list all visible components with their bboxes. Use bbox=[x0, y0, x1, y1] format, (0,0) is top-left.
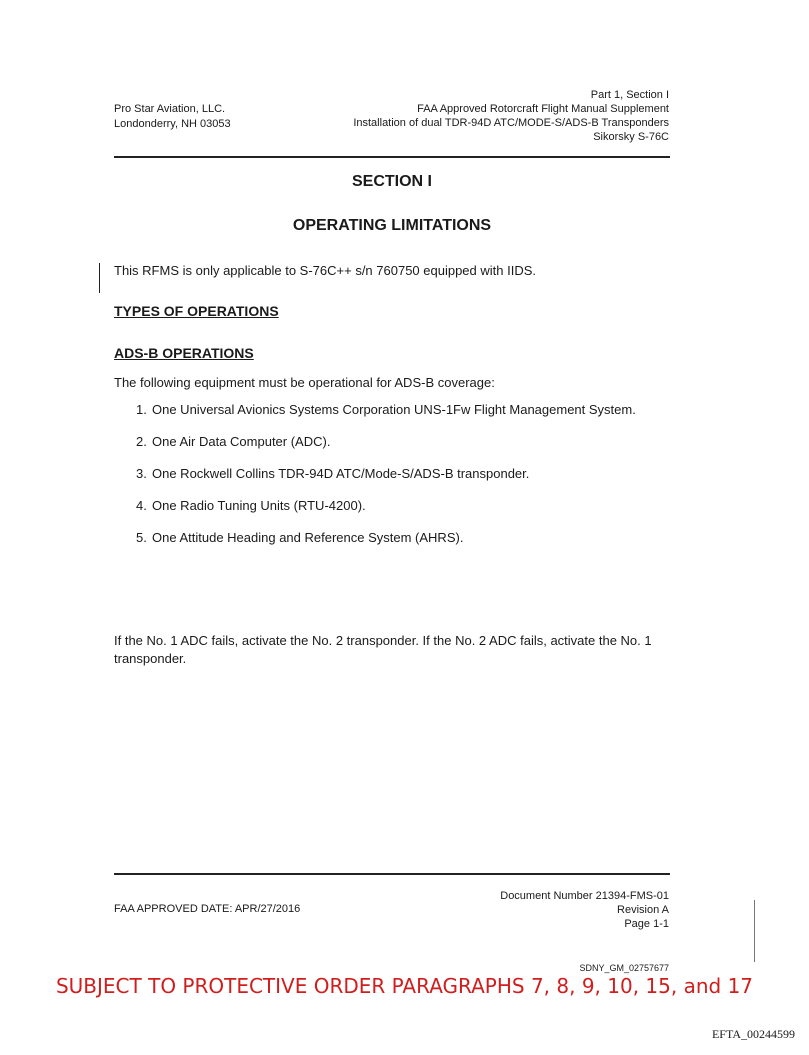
page-number: Page 1-1 bbox=[624, 918, 669, 930]
list-item-text: One Universal Avionics Systems Corporation UNS-1Fw Flight Management System. bbox=[152, 402, 636, 417]
list-item-number: 3. bbox=[136, 466, 147, 481]
adc-failure-note: If the No. 1 ADC fails, activate the No. 2 transponder. If the No. 2 ADC fails, activate the No. 1 transponder. bbox=[114, 633, 652, 666]
list-item-text: One Radio Tuning Units (RTU-4200). bbox=[152, 498, 366, 513]
list-item-number: 5. bbox=[136, 530, 147, 545]
document-number: Document Number 21394-FMS-01 bbox=[500, 890, 669, 902]
header-right bbox=[353, 88, 669, 144]
footer-right bbox=[500, 889, 669, 931]
list-item-text: One Attitude Heading and Reference System (AHRS). bbox=[152, 530, 464, 545]
list-item bbox=[114, 529, 674, 547]
section-subtitle: OPERATING LIMITATIONS bbox=[292, 217, 492, 234]
header-left bbox=[114, 102, 231, 132]
list-item-number: 4. bbox=[136, 498, 147, 513]
company-location: Londonderry, NH 03053 bbox=[114, 118, 231, 130]
footer-divider bbox=[114, 873, 670, 875]
section-title: SECTION I bbox=[351, 173, 432, 190]
header-installation: Installation of dual TDR-94D ATC/MODE-S/ADS-B Transponders bbox=[353, 117, 669, 129]
list-item bbox=[114, 497, 674, 515]
approved-date: FAA APPROVED DATE: APR/27/2016 bbox=[114, 903, 301, 915]
efta-number: EFTA_00244599 bbox=[711, 1027, 795, 1041]
equipment-list bbox=[114, 401, 674, 561]
list-item bbox=[114, 401, 674, 419]
company-name: Pro Star Aviation, LLC. bbox=[114, 103, 226, 115]
list-item-number: 2. bbox=[136, 434, 147, 449]
list-item bbox=[114, 465, 674, 483]
types-of-operations-heading: TYPES OF OPERATIONS bbox=[114, 303, 279, 319]
revision: Revision A bbox=[617, 904, 669, 916]
revision-change-bar bbox=[99, 263, 100, 293]
list-item bbox=[114, 433, 674, 451]
protective-order-notice: SUBJECT TO PROTECTIVE ORDER PARAGRAPHS 7, 8, 9, 10, 15, and 17 bbox=[55, 974, 754, 998]
header-divider bbox=[114, 156, 670, 158]
adsb-operations-heading: ADS-B OPERATIONS bbox=[114, 345, 254, 361]
header-part: Part 1, Section I bbox=[590, 89, 669, 101]
list-item-text: One Rockwell Collins TDR-94D ATC/Mode-S/ADS-B transponder. bbox=[152, 466, 530, 481]
bates-number: SDNY_GM_02757677 bbox=[579, 963, 669, 973]
list-item-number: 1. bbox=[136, 402, 147, 417]
list-item-text: One Air Data Computer (ADC). bbox=[152, 434, 331, 449]
header-manual: FAA Approved Rotorcraft Flight Manual Supplement bbox=[417, 103, 669, 115]
header-aircraft: Sikorsky S-76C bbox=[593, 131, 669, 143]
equipment-intro: The following equipment must be operational for ADS-B coverage: bbox=[114, 375, 495, 390]
applicability-statement: This RFMS is only applicable to S-76C++ s/n 760750 equipped with IIDS. bbox=[114, 263, 537, 278]
margin-mark bbox=[754, 900, 755, 962]
